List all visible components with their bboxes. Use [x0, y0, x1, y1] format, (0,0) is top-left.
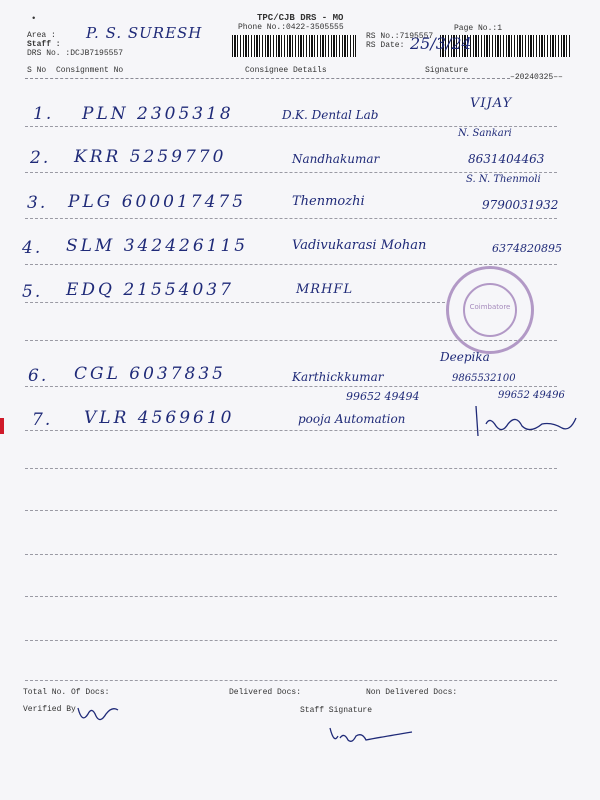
row-6-line — [25, 386, 557, 387]
row-1-line — [25, 126, 557, 127]
row-7-phone: 99652 49494 — [346, 390, 420, 403]
red-margin-mark — [0, 418, 4, 434]
row-4-consignee: Vadivukarasi Mohan — [292, 238, 427, 253]
rs-number: RS No.:7195557 — [366, 32, 434, 41]
document-title: TPC/CJB DRS - MO — [257, 13, 344, 23]
row-2-signature: N. Sankari — [458, 128, 512, 139]
column-consignment: Consignment No — [56, 66, 124, 75]
header-divider — [25, 78, 510, 79]
row-2-phone: 8631404463 — [468, 152, 545, 166]
staff-signature-label: Staff Signature — [300, 706, 373, 715]
row-1-sno: 1. — [33, 104, 54, 124]
row-3-line — [25, 218, 557, 219]
date-stamp: –20240325–– — [510, 73, 563, 82]
row-7-sno: 7. — [32, 410, 53, 430]
row-4-line — [25, 264, 557, 265]
bullet-mark: • — [31, 14, 37, 24]
blank-line-4 — [25, 554, 557, 555]
row-7-signature-scribble — [472, 400, 582, 440]
verified-by-label: Verified By — [23, 705, 76, 714]
row-6-consignment: CGL 6037835 — [74, 364, 226, 384]
total-docs-label: Total No. Of Docs: — [23, 688, 110, 697]
column-signature: Signature — [425, 66, 469, 75]
row-2-line — [25, 172, 557, 173]
verified-by-signature — [72, 700, 122, 728]
staff-name-handwritten: P. S. SURESH — [86, 24, 203, 42]
company-seal-stamp: Coimbatore — [446, 266, 534, 354]
row-1-consignment: PLN 2305318 — [82, 104, 234, 124]
row-3-sno: 3. — [27, 193, 48, 213]
row-4-sno: 4. — [22, 238, 43, 258]
drs-number: DRS No. :DCJB7195557 — [27, 49, 124, 58]
column-sno: S No — [27, 66, 47, 75]
row-1-consignee: D.K. Dental Lab — [282, 108, 379, 122]
blank-line-1 — [25, 340, 557, 341]
row-7-consignee: pooja Automation — [298, 412, 406, 426]
staff-signature-scribble — [326, 722, 416, 748]
blank-line-5 — [25, 596, 557, 597]
barcode-left — [232, 35, 356, 57]
row-3-phone: 9790031932 — [482, 198, 559, 212]
non-delivered-docs-label: Non Delivered Docs: — [366, 688, 458, 697]
row-4-consignment: SLM 342426115 — [66, 236, 249, 256]
row-5-line — [25, 302, 445, 303]
row-7-phone-2: 99652 49496 — [498, 390, 565, 401]
area-label: Area : — [27, 31, 56, 40]
row-1-signature: VIJAY — [470, 96, 513, 111]
staff-label: Staff : — [27, 40, 61, 49]
row-7-line — [25, 430, 557, 431]
row-6-sno: 6. — [28, 366, 49, 386]
row-2-consignment: KRR 5259770 — [74, 147, 227, 167]
row-6-phone: 9865532100 — [452, 373, 516, 384]
column-consignee: Consignee Details — [245, 66, 327, 75]
row-6-consignee: Karthickkumar — [292, 370, 384, 384]
row-7-consignment: VLR 4569610 — [84, 408, 235, 428]
row-5-consignee: MRHFL — [296, 282, 354, 297]
blank-line-6 — [25, 640, 557, 641]
row-4-phone: 6374820895 — [492, 242, 562, 255]
row-3-signature: S. N. Thenmoli — [466, 174, 541, 185]
phone-number: Phone No.:0422-3505555 — [238, 23, 344, 32]
rs-date-label: RS Date: — [366, 41, 405, 50]
page-number: Page No.:1 — [454, 24, 503, 33]
row-6-signature: Deepika — [440, 350, 490, 364]
row-3-consignment: PLG 600017475 — [68, 192, 247, 212]
row-5-consignment: EDQ 21554037 — [66, 280, 234, 300]
blank-line-2 — [25, 468, 557, 469]
delivered-docs-label: Delivered Docs: — [229, 688, 302, 697]
blank-line-3 — [25, 510, 557, 511]
row-3-consignee: Thenmozhi — [292, 194, 365, 209]
row-5-sno: 5. — [22, 282, 43, 302]
blank-line-7 — [25, 680, 557, 681]
rs-date-handwritten: 25/3/24 — [410, 34, 472, 53]
row-2-consignee: Nandhakumar — [292, 152, 380, 166]
row-2-sno: 2. — [30, 148, 51, 168]
